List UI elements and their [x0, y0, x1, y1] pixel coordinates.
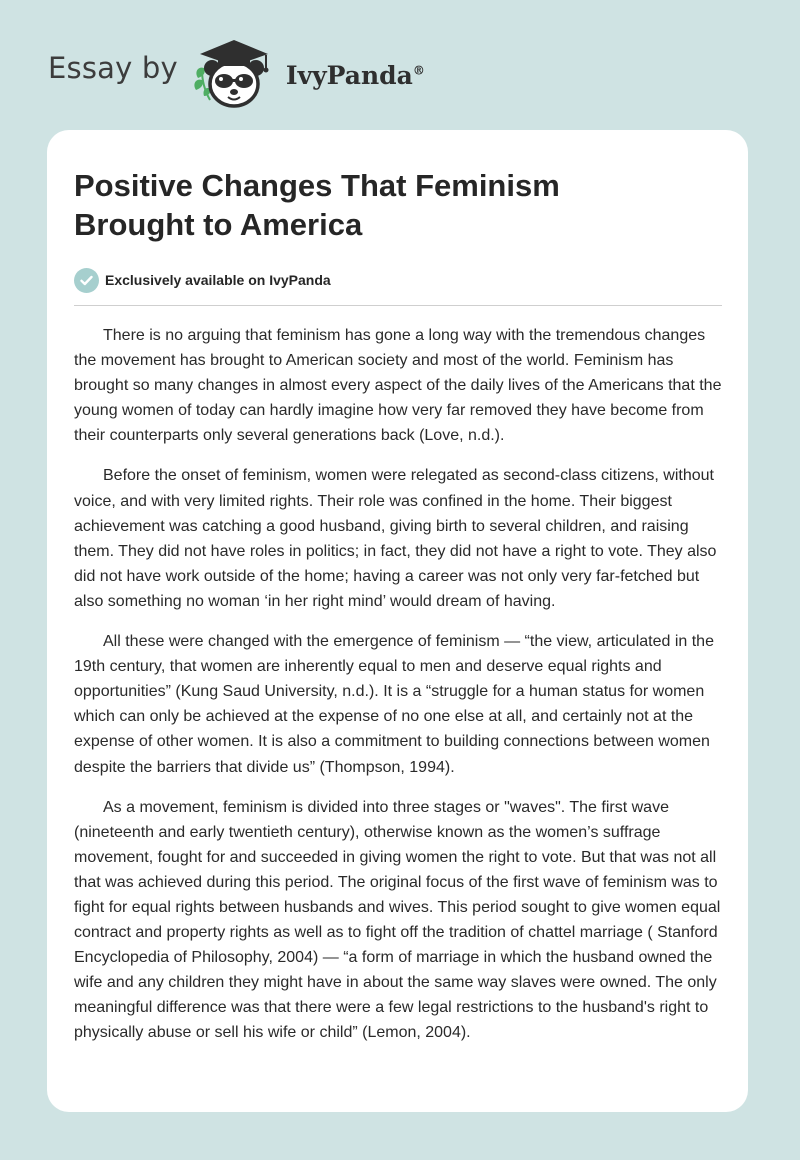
brand-name-text: IvyPanda [285, 60, 413, 90]
essay-body [74, 323, 722, 1046]
brand-name[interactable] [286, 61, 425, 90]
check-icon [74, 268, 99, 293]
essay-paragraph: All these were changed with the emergence of feminism — “the view, articulated in the 19th century, that women are inherently equal to men and deserve equal rights and opportunities” (Kung Saud University, n.d.). It is a “struggle for a human status for women which can only be achieved at the expense of no one else at all, and certainly not at the expense of other women. It is also a commitment to building connections between women despite the barriers that divide us” (Thompson, 1994). [74, 633, 714, 776]
registered-mark: ® [412, 63, 425, 78]
essay-by-label: Essay by [48, 51, 178, 85]
essay-paragraph: Before the onset of feminism, women were relegated as second-class citizens, without voice, and with very limited rights. Their role was confined in the home. Their biggest achievement was catching a good husband, giving birth to several children, and raising them. They did not have roles in politics; in fact, they did not have a right to vote. They also did not have work outside of the home; having a career was not only very far-fetched but also something no woman ‘in her right mind’ would dream of having. [74, 467, 717, 610]
exclusive-badge [74, 267, 722, 293]
essay-paragraph: There is no arguing that feminism has gone a long way with the tremendous changes the movement has brought to American society and most of the world. Feminism has brought so many changes in almost every aspect of the daily lives of the Americans that the young women of today can hardly imagine how very far removed they have become from their counterparts only several generations back (Love, n.d.). [74, 327, 722, 445]
essay-card [47, 130, 748, 1112]
exclusive-label: Exclusively available on IvyPanda [105, 272, 331, 288]
divider [74, 305, 722, 306]
panda-logo-icon[interactable] [192, 34, 284, 110]
essay-paragraph: As a movement, feminism is divided into three stages or "waves". The first wave (nineteenth and early twentieth century), otherwise known as the women’s suffrage movement, fought for and succeeded in giving women the right to vote. But that was not all that was achieved during this period. The original focus of the first wave of feminism was to fight for equal rights between husbands and wives. This period sought to give women equal contract and property rights as well as to fight off the tradition of chattel marriage ( Stanford Encyclopedia of Philosophy, 2004) — “a form of marriage in which the husband owned the wife and any children they might have in about the same way slaves were owned. The only meaningful difference was that there were a few legal restrictions to the husband's right to physically abuse or sell his wife or child” (Lemon, 2004). [74, 798, 721, 1042]
site-header [48, 34, 425, 110]
essay-title: Positive Changes That Feminism Brought to America [74, 168, 560, 242]
